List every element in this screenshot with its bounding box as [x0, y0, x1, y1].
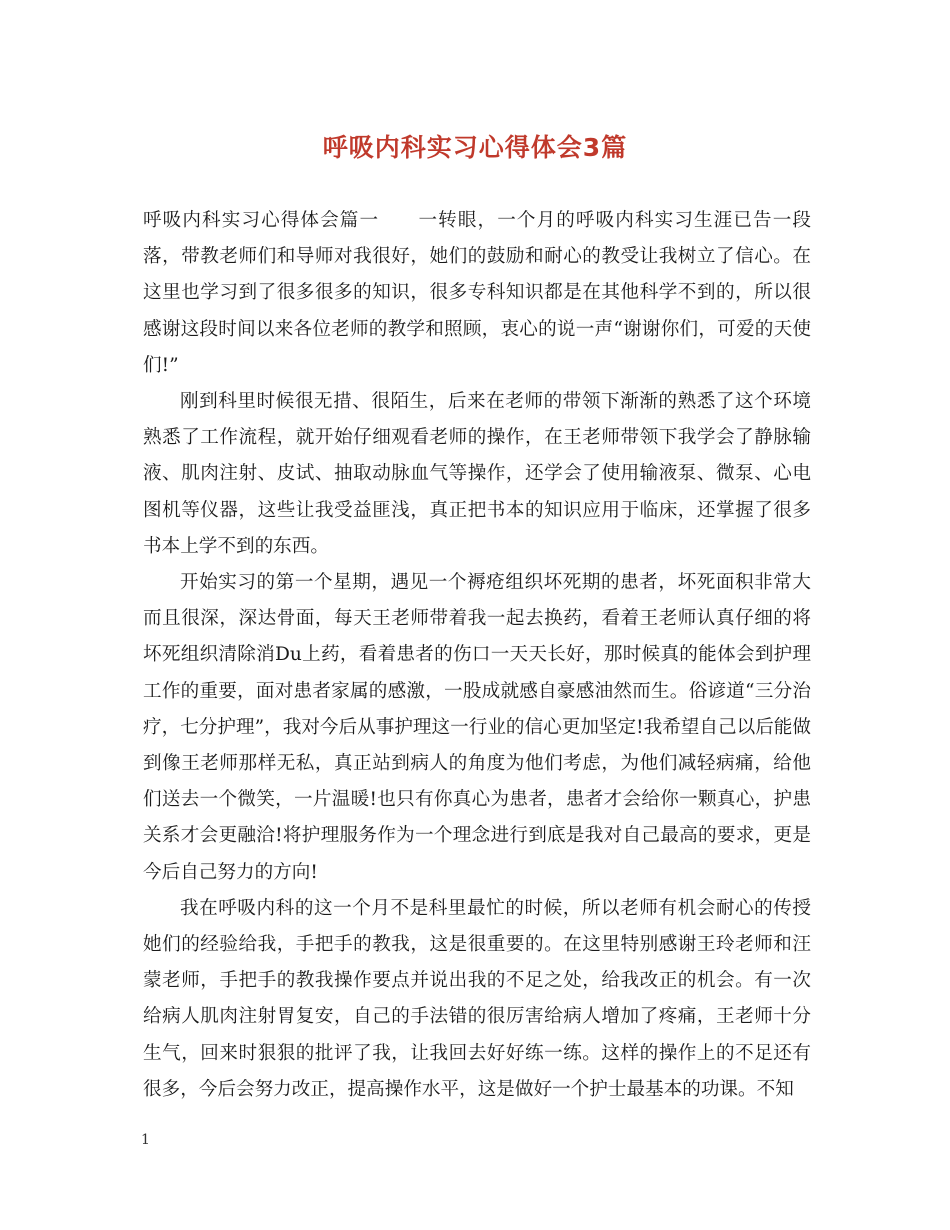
paragraph-3: 开始实习的第一个星期，遇见一个褥疮组织坏死期的患者，坏死面积非常大而且很深，深达骨面，每天王老师带着我一起去换药，看着王老师认真仔细的将坏死组织清除消Du上药，看着患者的伤口一天天长好，那时候真的能体会到护理工作的重要，面对患者家属的感激，一股成就感自豪感油然而生。俗谚道“三分治疗，七分护理”，我对今后从事护理这一行业的信心更加坚定!我希望自己以后能做到像王老师那样无私，真正站到病人的角度为他们考虑，为他们减轻病痛，给他们送去一个微笑，一片温暖!也只有你真心为患者，患者才会给你一颗真心，护患关系才会更融洽!将护理服务作为一个理念进行到底是我对自己最高的要求，更是今后自己努力的方向! [143, 572, 811, 883]
paragraph-2: 刚到科里时候很无措、很陌生，后来在老师的带领下渐渐的熟悉了这个环境熟悉了工作流程，就开始仔细观看老师的操作，在王老师带领下我学会了静脉输液、肌肉注射、皮试、抽取动脉血气等操作，还学会了使用输液泵、微泵、心电图机等仪器，这些让我受益匪浅，真正把书本的知识应用于临床，还掌握了很多书本上学不到的东西。 [143, 391, 811, 557]
page-number: 1 [141, 1132, 150, 1148]
document-body [143, 203, 811, 1108]
document-title: 呼吸内科实习心得体会3篇 [322, 133, 628, 162]
paragraph-1: 呼吸内科实习心得体会篇一 一转眼，一个月的呼吸内科实习生涯已告一段落，带教老师们和导师对我很好，她们的鼓励和耐心的教受让我树立了信心。在这里也学习到了很多很多的知识，很多专科知识都是在其他科学不到的，所以很感谢这段时间以来各位老师的教学和照顾，衷心的说一声“谢谢你们，可爱的天使们!” [143, 210, 811, 376]
paragraph-4: 我在呼吸内科的这一个月不是科里最忙的时候，所以老师有机会耐心的传授她们的经验给我，手把手的教我，这是很重要的。在这里特别感谢王玲老师和汪蒙老师，手把手的教我操作要点并说出我的不足之处，给我改正的机会。有一次给病人肌肉注射胃复安，自己的手法错的很厉害给病人增加了疼痛，王老师十分生气，回来时狠狠的批评了我，让我回去好好练一练。这样的操作上的不足还有很多，今后会努力改正，提高操作水平，这是做好一个护士最基本的功课。不知 [143, 897, 811, 1100]
